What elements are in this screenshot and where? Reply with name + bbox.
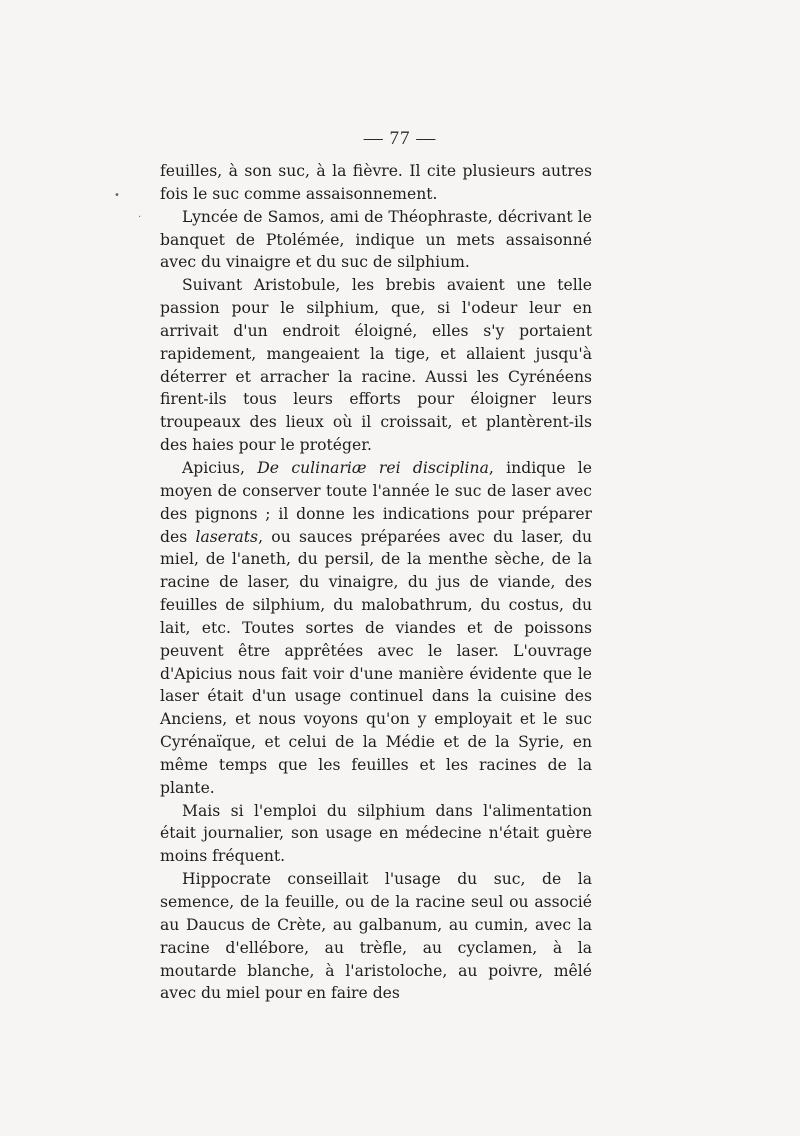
text-segment: feuilles, à son suc, à la fièvre. Il cite plusieurs autres fois le suc comme assaisonnement. xyxy=(160,162,592,203)
ink-speck: · xyxy=(138,212,142,223)
text-segment: Hippocrate conseillait l'usage du suc, de la semence, de la feuille, ou de la racine seul ou associé au Daucus de Crète, au galbanum, au cumin, avec la racine d'ellébore, au trèfle, au cyclamen, à la moutarde blanche, à l'aristoloche, au poivre, mêlé avec du miel pour en faire des xyxy=(160,870,592,1003)
italic-segment: laserats xyxy=(195,527,259,546)
text-segment: Apicius, xyxy=(182,458,258,477)
paragraph-p6 xyxy=(160,868,592,1005)
paragraph-p3 xyxy=(160,274,592,457)
paragraph-p1 xyxy=(160,160,592,206)
italic-segment: De culinariæ rei disciplina xyxy=(257,458,489,477)
text-segment: , ou sauces préparées avec du laser, du miel, de l'aneth, du persil, de la menthe sèche, de la racine de laser, du vinaigre, du jus de viande, des feuilles de silphium, du malobathrum, du costus, du lait, etc. Toutes sortes de viandes et de poissons peuvent être apprêtées avec le laser. L'ouvrage d'Apicius nous fait voir d'une manière évidente que le laser était d'un usage continuel dans la cuisine des Anciens, et nous voyons qu'on y employait et le suc Cyrénaïque, et celui de la Médie et de la Syrie, en même temps que les feuilles et les racines de la plante. xyxy=(160,527,592,797)
text-segment: Mais si l'emploi du silphium dans l'alimentation était journalier, son usage en médecine n'était guère moins fréquent. xyxy=(160,801,592,866)
paragraph-p4 xyxy=(160,457,592,800)
text-segment: , indique le moyen de conserver toute l'année le suc de laser avec des pignons ; il donne les indications pour préparer des xyxy=(160,458,592,546)
text-segment: Suivant Aristobule, les brebis avaient une telle passion pour le silphium, que, si l'odeur leur en arrivait d'un endroit éloigné, elles s'y portaient rapidement, mangeaient la tige, et allaient jusqu'à déterrer et arracher la racine. Aussi les Cyrénéens firent-ils tous leurs efforts pour éloigner leurs troupeaux des lieux où il croissait, et plantèrent-ils des haies pour le protéger. xyxy=(160,276,592,455)
body-text xyxy=(160,160,592,1005)
page-number: — 77 — xyxy=(363,128,437,149)
ink-speck: • xyxy=(114,190,120,201)
paragraph-p5 xyxy=(160,800,592,869)
text-segment: Lyncée de Samos, ami de Théophraste, décrivant le banquet de Ptolémée, indique un mets assaisonné avec du vinaigre et du suc de silphium. xyxy=(160,207,592,272)
paragraph-p2 xyxy=(160,206,592,275)
